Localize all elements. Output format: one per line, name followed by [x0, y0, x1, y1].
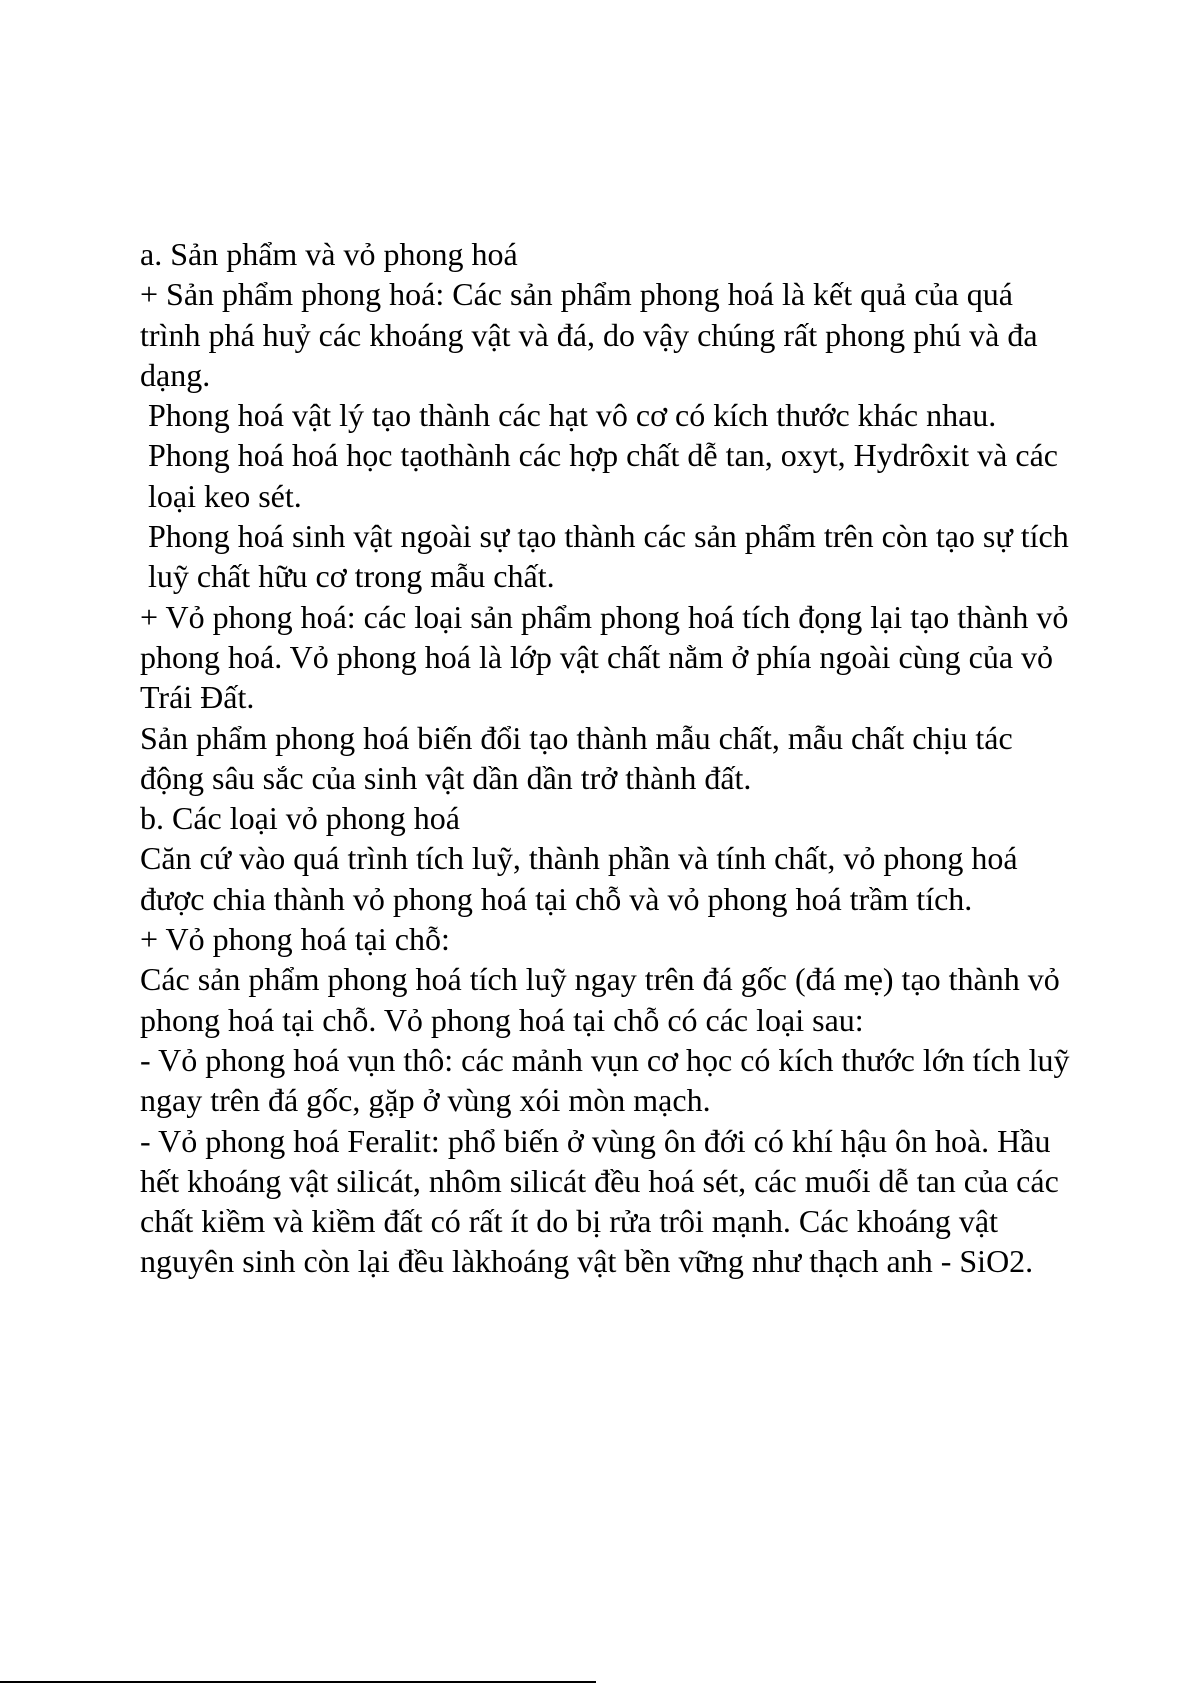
section-heading-b: b. Các loại vỏ phong hoá — [140, 800, 460, 837]
paragraph-chemical-weathering: Phong hoá hoá học tạothành các hợp chất dễ tan, oxyt, Hydrôxit và các loại keo sét. — [148, 437, 1058, 514]
paragraph-weathering-products: + Sản phẩm phong hoá: Các sản phẩm phong hoá là kết quả của quá trình phá huỷ các khoáng vật và đá, do vậy chúng rất phong phú và đa dạng. — [140, 276, 1038, 393]
paragraph-parent-material: Sản phẩm phong hoá biến đổi tạo thành mẫu chất, mẫu chất chịu tác động sâu sắc của sinh vật dần dần trở thành đất. — [140, 719, 1013, 796]
paragraph-in-situ-heading: + Vỏ phong hoá tại chỗ: — [140, 921, 450, 958]
paragraph-physical-weathering: Phong hoá vật lý tạo thành các hạt vô cơ có kích thước khác nhau. — [148, 397, 997, 434]
paragraph-weathering-crust: + Vỏ phong hoá: các loại sản phẩm phong hoá tích đọng lại tạo thành vỏ phong hoá. Vỏ phong hoá là lớp vật chất nằm ở phía ngoài cùng của vỏ Trái Đất. — [140, 598, 1069, 716]
footer-divider — [0, 1681, 596, 1683]
paragraph-crust-classification: Căn cứ vào quá trình tích luỹ, thành phần và tính chất, vỏ phong hoá được chia thành vỏ phong hoá tại chỗ và vỏ phong hoá trầm tích. — [140, 840, 1018, 917]
paragraph-in-situ-description: Các sản phẩm phong hoá tích luỹ ngay trên đá gốc (đá mẹ) tạo thành vỏ phong hoá tại chỗ. Vỏ phong hoá tại chỗ có các loại sau: — [140, 961, 1060, 1038]
list-item-coarse-crust: - Vỏ phong hoá vụn thô: các mảnh vụn cơ học có kích thước lớn tích luỹ ngay trên đá gốc, gặp ở vùng xói mòn mạch. — [140, 1041, 1070, 1119]
document-body — [140, 234, 1080, 1282]
section-heading-a: a. Sản phẩm và vỏ phong hoá — [140, 236, 518, 272]
paragraph-biological-weathering: Phong hoá sinh vật ngoài sự tạo thành các sản phẩm trên còn tạo sự tích luỹ chất hữu cơ trong mẫu chất. — [148, 518, 1069, 595]
list-item-feralit-crust: - Vỏ phong hoá Feralit: phổ biến ở vùng ôn đới có khí hậu ôn hoà. Hầu hết khoáng vật silicát, nhôm silicát đều hoá sét, các muối dễ tan của các chất kiềm và kiềm đất có rất ít do bị rửa trôi mạnh. Các khoáng vật nguyên sinh còn lại đều làkhoáng vật bền vững như thạch anh - SiO2. — [140, 1122, 1059, 1280]
